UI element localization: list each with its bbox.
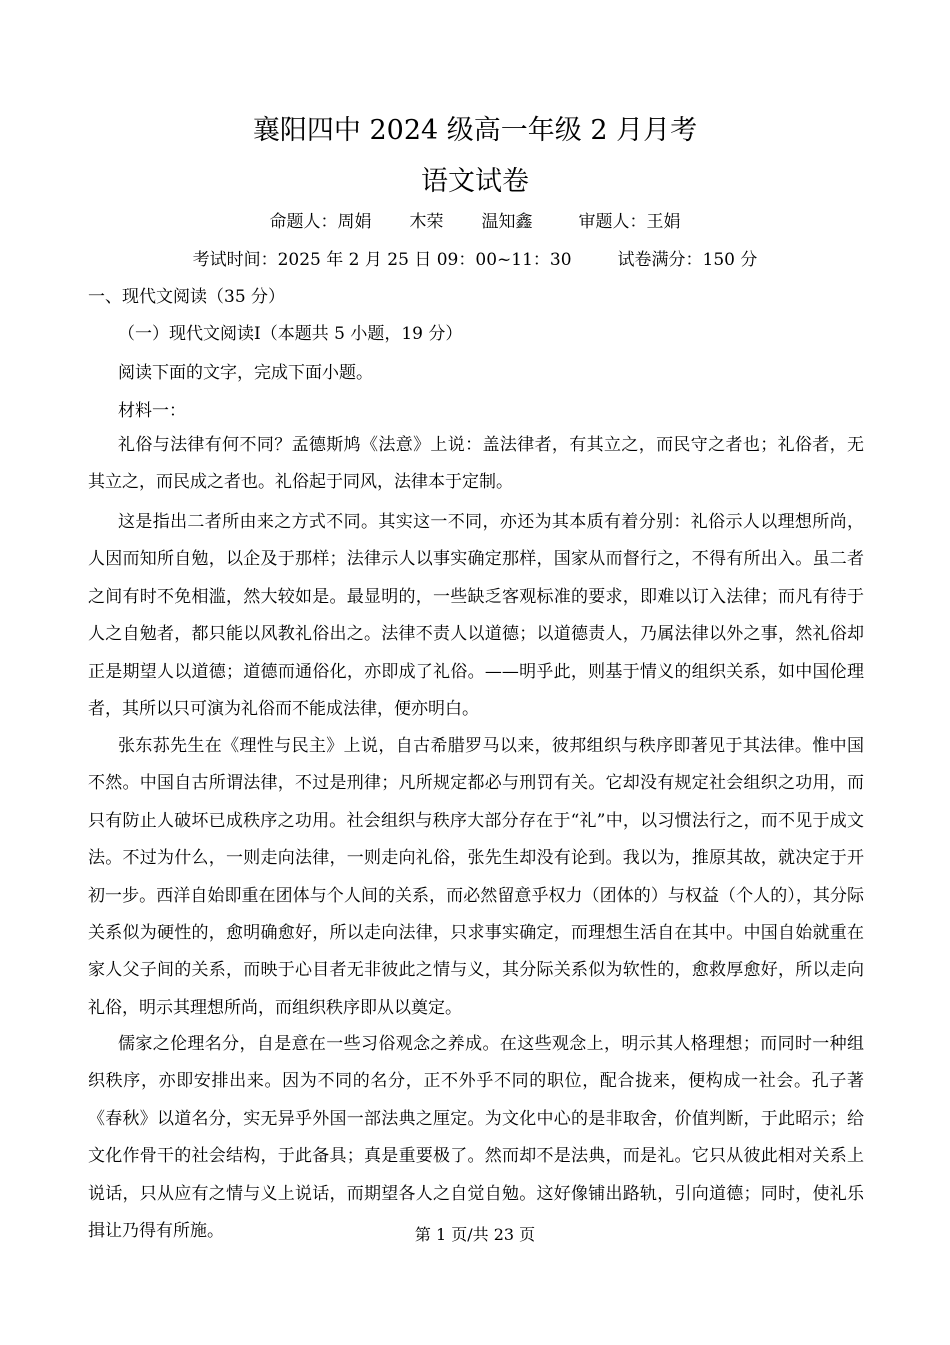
authors-label: 命题人： bbox=[269, 212, 338, 232]
section-heading: 一、现代文阅读（35 分） bbox=[88, 287, 286, 307]
reading-instruction: 阅读下面的文字，完成下面小题。 bbox=[118, 363, 373, 383]
exam-time: 考试时间：2025 年 2 月 25 日 09：00~11：30 bbox=[192, 250, 572, 270]
author-name: 木荣 bbox=[409, 212, 444, 232]
body-paragraph: 儒家之伦理名分，自是意在一些习俗观念之养成。在这些观念上，明示其人格理想；而同时一种组织秩序，亦即安排出来。因为不同的名分，正不外乎不同的职位，配合拢来，便构成一社会。孔子著《春秋》以道名分，实无异乎外国一部法典之厘定。为文化中心的是非取舍，价值判断，于此昭示；给文化作骨干的社会结构，于此备具；真是重要极了。然而却不是法典，而是礼。它只从彼此相对关系上说话，只从应有之情与义上说话，而期望各人之自觉自勉。这好像铺出路轨，引向道德；同时，使礼乐揖让乃得有所施。 bbox=[88, 1034, 864, 1242]
body-paragraph: 张东荪先生在《理性与民主》上说，自古希腊罗马以来，彼邦组织与秩序即著见于其法律。惟中国不然。中国自古所谓法律，不过是刑律；凡所规定都必与刑罚有关。它却没有规定社会组织之功用，而只有防止人破坏已成秩序之功用。社会组织与秩序大部分存在于“礼”中，以习惯法行之，而不见于成文法。不过为什么，一则走向法律，一则走向礼俗，张先生却没有论到。我以为，推原其故，就决定于开初一步。西洋自始即重在团体与个人间的关系，而必然留意乎权力（团体的）与权益（个人的），其分际关系似为硬性的，愈明确愈好，所以走向法律，只求事实确定，而理想生活自在其中。中国自始就重在家人父子间的关系，而映于心目者无非彼此之情与义，其分际关系似为软性的，愈救厚愈好，所以走向礼俗，明示其理想所尚，而组织秩序即从以奠定。 bbox=[88, 736, 864, 1018]
page-number: 第 1 页/共 23 页 bbox=[414, 1225, 536, 1244]
authors-line bbox=[0, 209, 950, 235]
full-score: 试卷满分：150 分 bbox=[617, 250, 758, 270]
body-paragraph: 礼俗与法律有何不同？孟德斯鸠《法意》上说：盖法律者，有其立之，而民守之者也；礼俗者，无其立之，而民成之者也。礼俗起于同风，法律本于定制。 bbox=[88, 435, 864, 493]
material-label: 材料一： bbox=[118, 401, 186, 421]
subsection-heading: （一）现代文阅读Ⅰ（本题共 5 小题，19 分） bbox=[118, 324, 463, 344]
reviewer-label: 审题人： bbox=[578, 212, 647, 232]
body-paragraph: 这是指出二者所由来之方式不同。其实这一不同，亦还为其本质有着分别：礼俗示人以理想所尚，人因而知所自勉，以企及于那样；法律示人以事实确定那样，国家从而督行之，不得有所出入。虽二者之间有时不免相滥，然大较如是。最显明的，一些缺乏客观标准的要求，即难以订入法律；而凡有待于人之自勉者，都只能以风教礼俗出之。法律不责人以道德；以道德责人，乃属法律以外之事，然礼俗却正是期望人以道德；道德而通俗化，亦即成了礼俗。——明乎此，则基于情义的组织关系，如中国伦理者，其所以只可演为礼俗而不能成法律，便亦明白。 bbox=[88, 512, 864, 720]
author-name: 周娟 bbox=[337, 212, 372, 232]
exam-title: 襄阳四中 2024 级高一年级 2 月月考 bbox=[252, 115, 698, 146]
exam-subject: 语文试卷 bbox=[421, 166, 529, 197]
exam-info-line bbox=[0, 247, 950, 273]
author-name: 温知鑫 bbox=[481, 212, 533, 232]
reviewer-name: 王娟 bbox=[646, 212, 681, 232]
